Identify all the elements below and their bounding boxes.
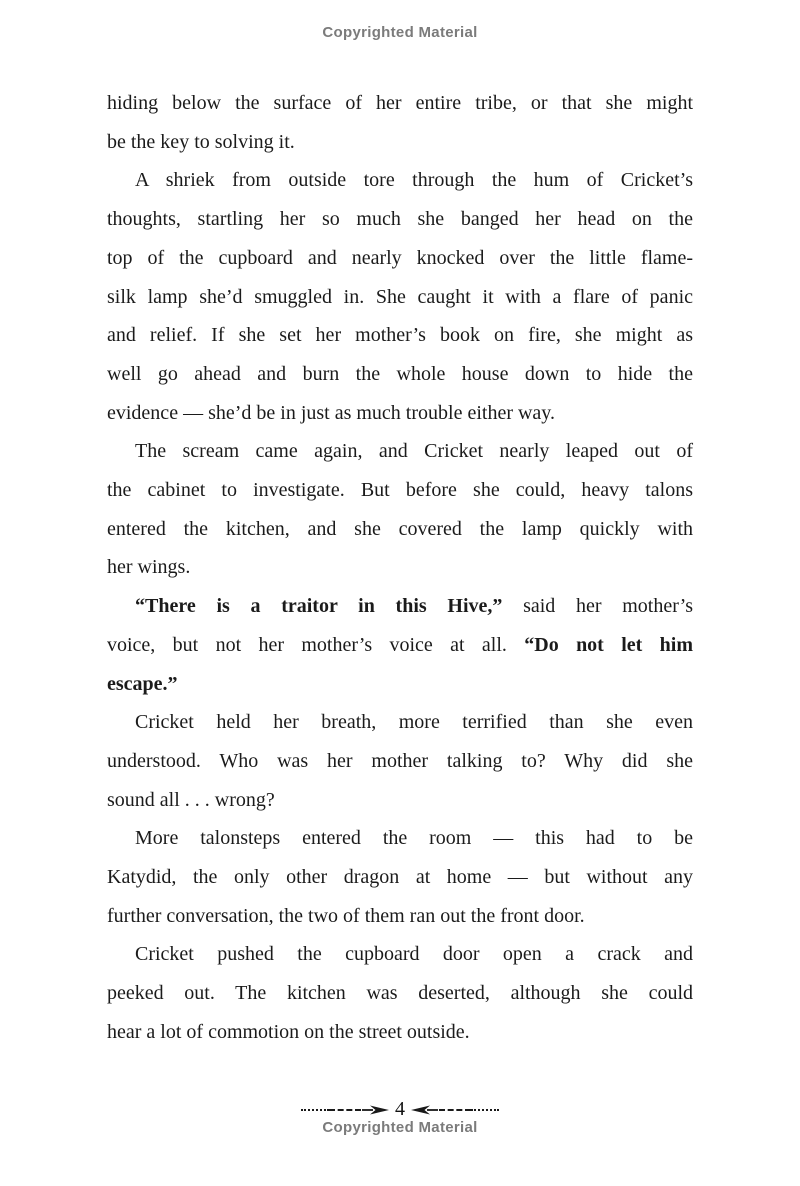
text-line	[107, 432, 693, 471]
paragraph	[107, 161, 693, 432]
text-segment: Cricket pushed the cupboard door open a crack and	[135, 943, 693, 966]
text-line	[107, 161, 693, 200]
text-line	[107, 471, 693, 510]
dashed-rule-right	[439, 1109, 471, 1111]
text-line	[107, 587, 693, 626]
text-segment: said her mother’s	[502, 595, 693, 618]
text-segment: More talonsteps entered the room — this had to be	[135, 827, 693, 850]
page-number: 4	[395, 1097, 405, 1120]
text-segment: hear a lot of commotion on the street outside.	[107, 1020, 470, 1043]
text-segment: the cabinet to investigate. But before she could, heavy talons	[107, 479, 693, 502]
copyright-notice-top: Copyrighted Material	[322, 24, 478, 41]
text-segment: The scream came again, and Cricket nearly leaped out of	[135, 440, 693, 463]
text-block	[107, 84, 693, 1052]
text-segment: well go ahead and burn the whole house down to hide the	[107, 362, 693, 385]
text-line	[107, 703, 693, 742]
text-line	[107, 239, 693, 278]
bold-text-segment: “Do not let him	[524, 633, 693, 656]
dotted-rule-left	[301, 1109, 329, 1111]
text-segment: understood. Who was her mother talking to? Why did she	[107, 749, 693, 772]
text-segment: entered the kitchen, and she covered the lamp quickly with	[107, 517, 693, 540]
text-segment: peeked out. The kitchen was deserted, although she could	[107, 982, 693, 1005]
text-line	[107, 278, 693, 317]
paragraph	[107, 819, 693, 935]
text-line	[107, 548, 693, 587]
text-segment: voice, but not her mother’s voice at all.	[107, 633, 525, 656]
text-line	[107, 665, 693, 704]
text-segment: thoughts, startling her so much she banged her head on the	[107, 208, 693, 231]
text-line	[107, 394, 693, 433]
paragraph	[107, 432, 693, 587]
text-line	[107, 626, 693, 665]
arrow-right-icon	[362, 1104, 389, 1116]
text-segment: silk lamp she’d smuggled in. She caught it with a flare of panic	[107, 285, 693, 308]
text-line	[107, 355, 693, 394]
text-segment: and relief. If she set her mother’s book on fire, she might as	[107, 324, 693, 347]
text-line	[107, 123, 693, 162]
text-line	[107, 974, 693, 1013]
text-line	[107, 897, 693, 936]
paragraph	[107, 587, 693, 703]
text-line	[107, 84, 693, 123]
text-segment: A shriek from outside tore through the hum of Cricket’s	[135, 169, 693, 192]
text-line	[107, 510, 693, 549]
text-segment: sound all . . . wrong?	[107, 788, 275, 811]
text-segment: further conversation, the two of them ran out the front door.	[107, 904, 585, 927]
dashed-rule-left	[329, 1109, 361, 1111]
paragraph	[107, 703, 693, 819]
text-segment: her wings.	[107, 556, 191, 579]
text-line	[107, 935, 693, 974]
paragraph	[107, 84, 693, 161]
text-line	[107, 819, 693, 858]
arrow-left-icon	[411, 1104, 438, 1116]
text-segment: Katydid, the only other dragon at home — but without any	[107, 866, 693, 889]
text-segment: Cricket held her breath, more terrified than she even	[135, 711, 693, 734]
bold-text-segment: escape.”	[107, 672, 178, 695]
text-line	[107, 742, 693, 781]
text-segment: hiding below the surface of her entire tribe, or that she might	[107, 92, 693, 114]
text-segment: be the key to solving it.	[107, 130, 295, 153]
text-segment: top of the cupboard and nearly knocked over the little flame-	[107, 246, 693, 269]
text-line	[107, 1013, 693, 1052]
page-number-ornament	[0, 1097, 800, 1120]
paragraph	[107, 935, 693, 1051]
text-line	[107, 858, 693, 897]
bold-text-segment: “There is a traitor in this Hive,”	[135, 595, 503, 618]
text-line	[107, 200, 693, 239]
dotted-rule-right	[471, 1109, 499, 1111]
text-segment: evidence — she’d be in just as much trouble either way.	[107, 401, 556, 424]
text-line	[107, 781, 693, 820]
copyright-notice-bottom: Copyrighted Material	[322, 1118, 478, 1136]
book-page	[0, 24, 800, 1186]
text-line	[107, 316, 693, 355]
